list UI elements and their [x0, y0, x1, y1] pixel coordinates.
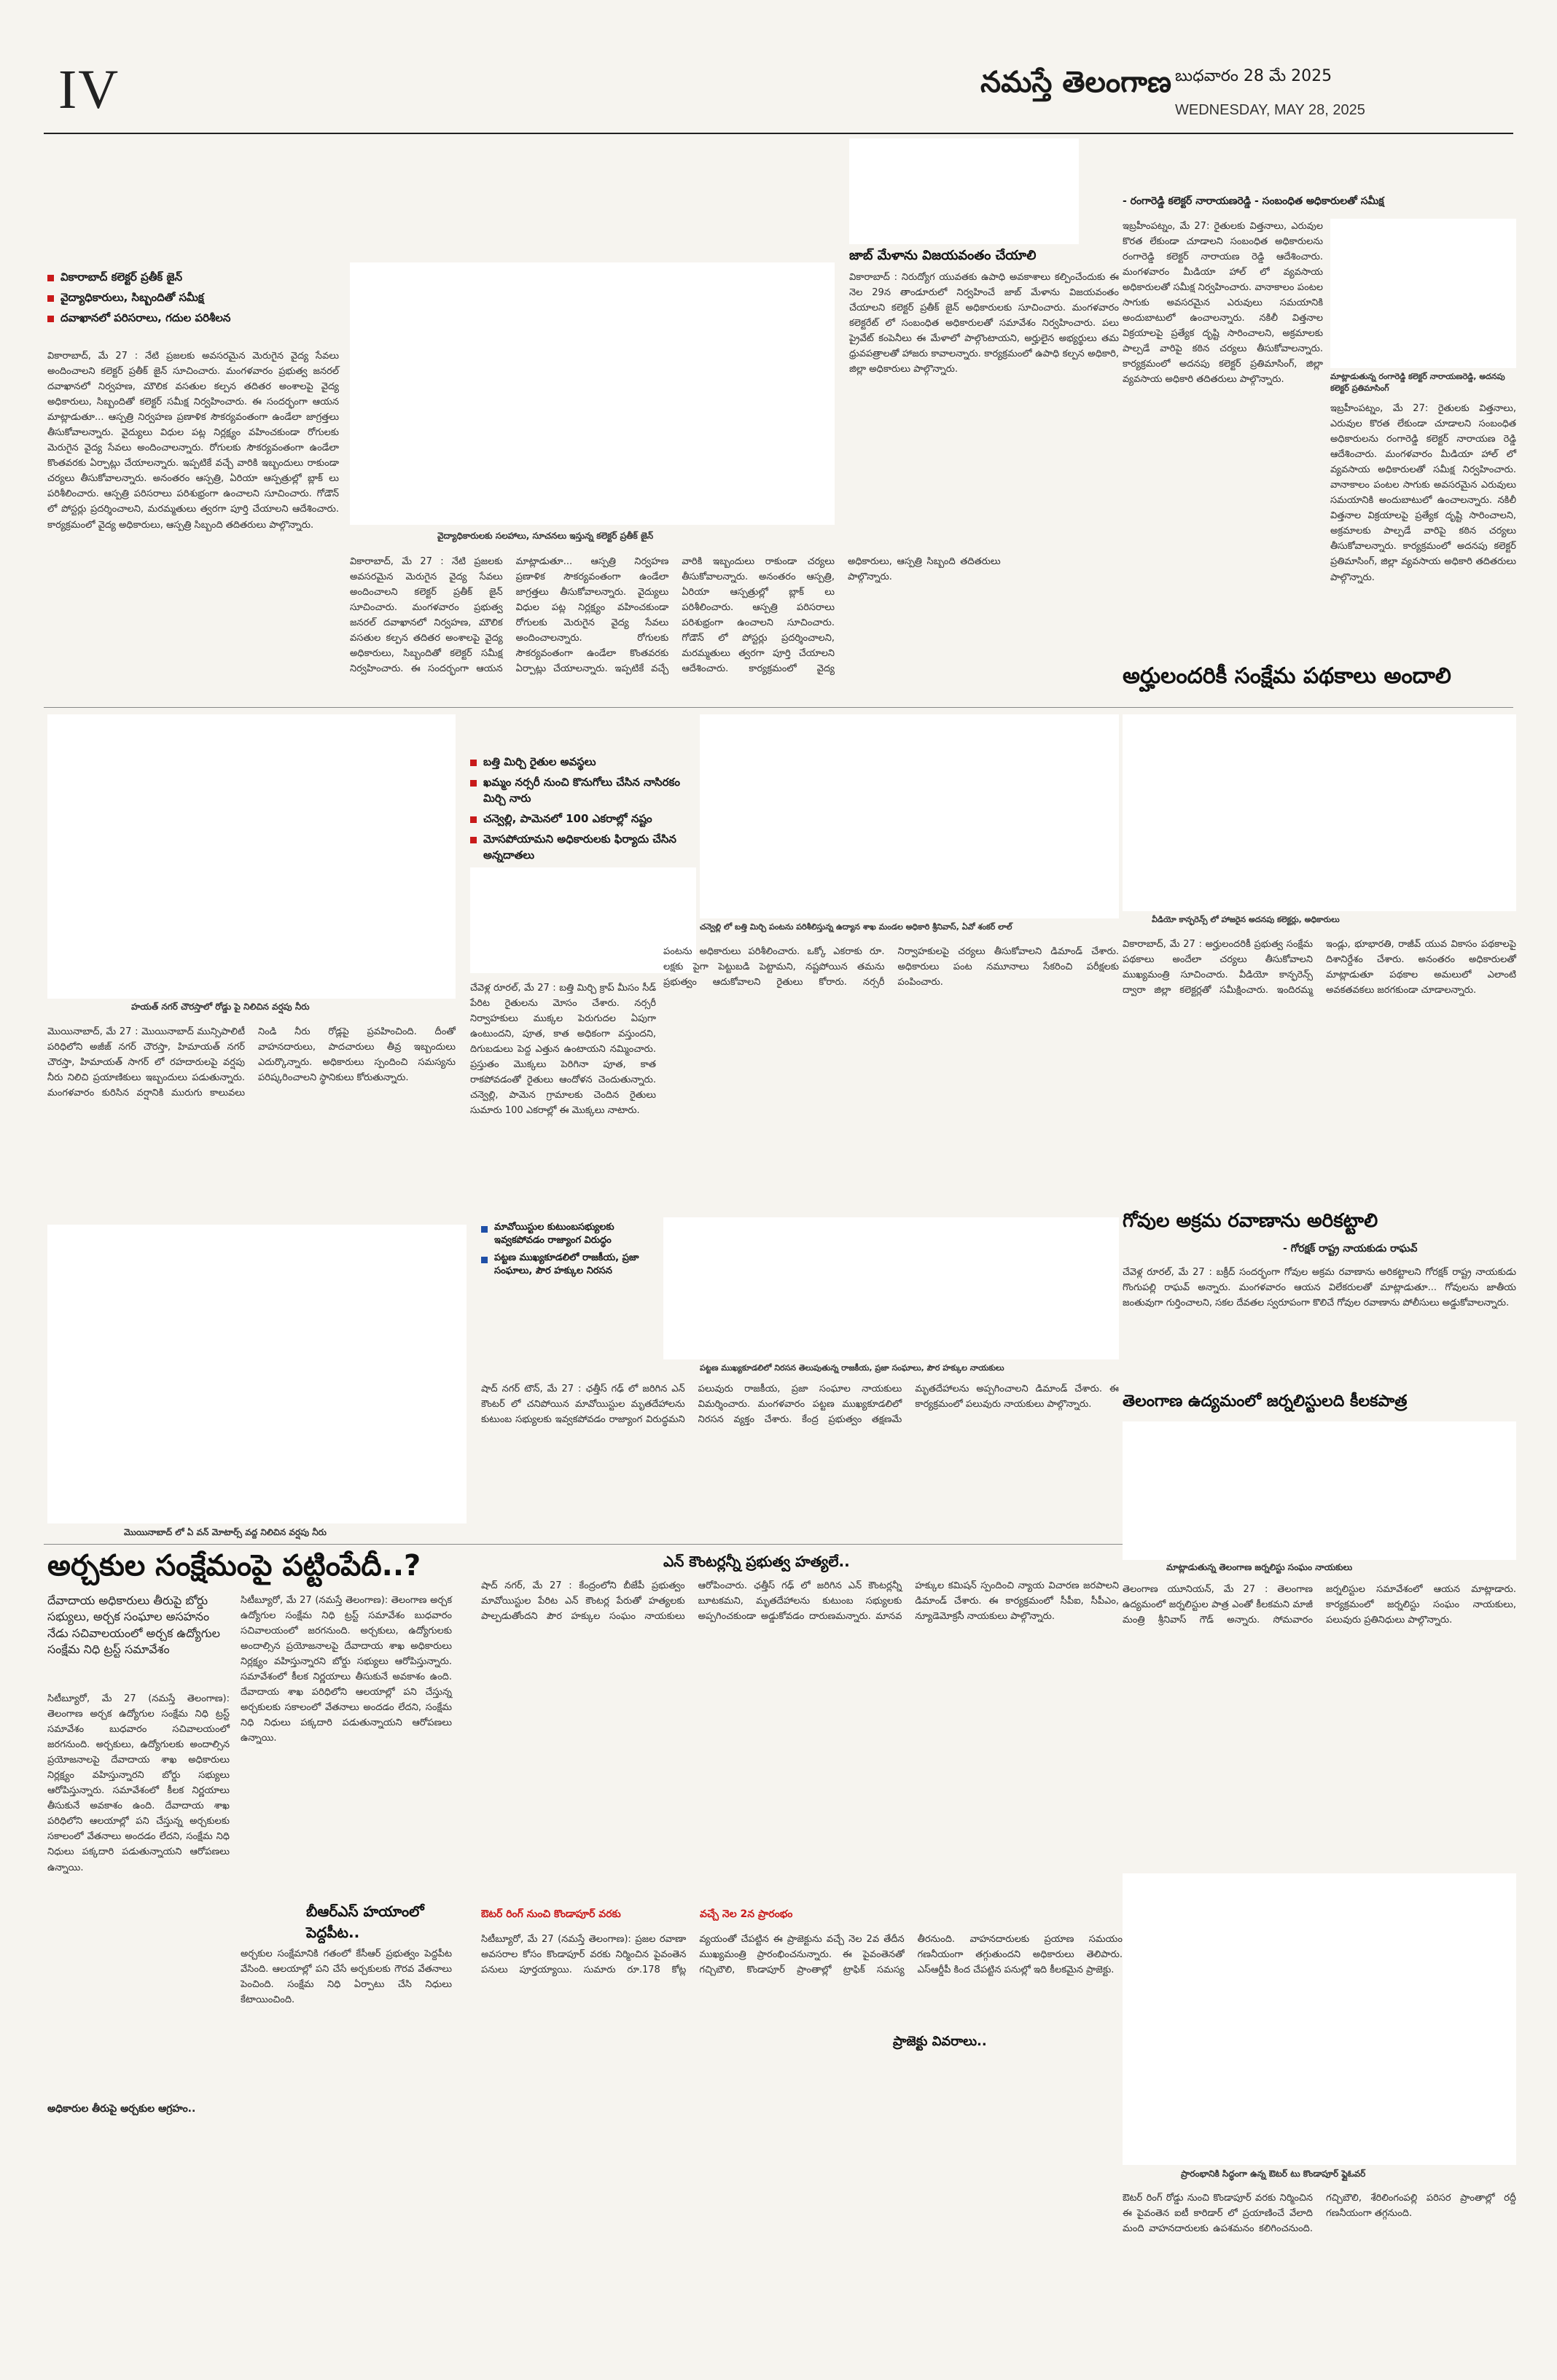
job-mela-headline: జాబ్ మేళాను విజయవంతం చేయాలి — [849, 248, 1037, 263]
mirchi-small-photo — [470, 867, 696, 973]
protest-photo — [663, 1217, 1119, 1359]
mirchi-field-photo-placeholder — [700, 714, 1119, 918]
date-english: WEDNESDAY, MAY 28, 2025 — [1175, 102, 1365, 118]
rangareddy-body-left: ఇబ్రహీంపట్నం, మే 27: రైతులకు విత్తనాలు, ఎరువుల కొరత లేకుండా చూడాలని సంబంధిత అధికారులను రంగారెడ్డి కలెక్టర్ నారాయణ రెడ్డి ఆదేశించారు. మంగళవారం మీడియా హాల్ లో వ్యవసాయ అధికారులతో సమీక్ష నిర్వహించారు. వానాకాలం పంటల సాగుకు అవసరమైన ఎరువులు సమయానికి అందుబాటులో ఉంచాలన్నారు. నకిలీ విత్తనాల విక్రయాలపై ప్రత్యేక దృష్టి సారించాలని, అక్రమాలకు పాల్పడే వారిపై కఠిన చర్యలు తీసుకోవాలన్నారు. కార్యక్రమంలో అదనపు కలెక్టర్ ప్రతిమాసింగ్, జిల్లా వ్యవసాయ అధికారి తదితరులు పాల్గొన్నారు. — [1123, 221, 1323, 386]
video-conference-photo — [1123, 714, 1516, 911]
flyover-kicker-right: వచ్చే నెల 2న ప్రారంభం — [700, 1908, 793, 1920]
video-conference-body: వికారాబాద్, మే 27 : అర్హులందరికీ ప్రభుత్వ సంక్షేమ పథకాలు అందేలా చర్యలు తీసుకోవాలని ముఖ్యమంత్రి సూచించారు. వీడియో కాన్ఫరెన్స్ ద్వారా జిల్లా కలెక్టర్లతో సమీక్షించారు. ఇందిరమ్మ ఇండ్లు, భూభారతి, రాజీవ్ యువ వికాసం పథకాలపై దిశానిర్దేశం చేశారు. అనంతరం అధికారులతో మాట్లాడుతూ పథకాల అమలులో ఎలాంటి అవకతవకలు జరగకుండా చూడాలన్నారు. — [1123, 939, 1516, 996]
archaka-subheadline: దేవాదాయ అధికారులు తీరుపై బోర్డు సభ్యులు, అర్చక సంఘాల అసహనం నేడు సచివాలయంలో అర్చక ఉద్యోగుల సంక్షేమ నిధి ట్రస్ట్ సమావేశం — [47, 1593, 220, 1657]
mirchi-caption: చన్వెల్లి లో బత్తి మిర్చి పంటను పరిశీలిస్తున్న ఉద్యాన శాఖ మండల అధికారి శ్రీనివాస్, ఏవో శంకర్ లాల్ — [700, 922, 1012, 932]
cattle-byline: - గోరక్షక్ రాష్ట్ర నాయకుడు రాఘవ్ — [1283, 1243, 1418, 1255]
bullet-item: మోసపోయామని అధికారులకు ఫిర్యాదు చేసిన అన్నదాతలు — [470, 832, 696, 865]
vikarabad-bullets — [47, 266, 339, 332]
cattle-body: చేవెళ్ల రూరల్, మే 27 : బక్రీద్ సందర్భంగా గోవుల అక్రమ రవాణాను అరికట్టాలని గోరక్షక్ రాష్ట్ర నాయకుడు గొంగుపల్లి రాఘవ్ అన్నారు. మంగళవారం ఆయన విలేకరులతో మాట్లాడుతూ... గోవులను జాతీయ జంతువుగా గుర్తించాలని, సకల దేవతల స్వరూపంగా కొలిచే గోవుల రవాణాను పోలీసులు అడ్డుకోవాలన్నారు. — [1123, 1267, 1516, 1309]
video-conference-caption: వీడియో కాన్ఫరెన్స్ లో హాజరైన అదనపు కలెక్టర్లు, అధికారులు — [1152, 915, 1340, 924]
journalist-photo — [1123, 1421, 1516, 1560]
flyover-photo — [1123, 1873, 1516, 2165]
hospital-inspection-photo — [350, 262, 835, 525]
video-conference-photo-placeholder — [1123, 714, 1516, 911]
archaka-headline: అర్చకుల సంక్షేమంపై పట్టింపేదీ..? — [47, 1549, 421, 1583]
bullet-item: బత్తి మిర్చి రైతుల అవస్థలు — [470, 755, 696, 771]
flyover-kicker-left: ఔటర్ రింగ్ నుంచి కొండాపూర్ వరకు — [481, 1908, 621, 1920]
hospital-photo-placeholder — [350, 262, 835, 525]
flyover-photo-placeholder — [1123, 1873, 1516, 2165]
rangareddy-photo — [1330, 219, 1516, 368]
rangareddy-photo-placeholder — [1330, 219, 1516, 368]
archaka-body-left: సిటీబ్యూరో, మే 27 (నమస్తే తెలంగాణ): తెలంగాణ అర్చక ఉద్యోగుల సంక్షేమ నిధి ట్రస్ట్ సమావేశం బుధవారం సచివాలయంలో జరగనుంది. అర్చకులు, ఉద్యోగులకు అందాల్సిన ప్రయోజనాలపై దేవాదాయ శాఖ అధికారులు నిర్లక్ష్యం వహిస్తున్నారని బోర్డు సభ్యులు ఆరోపిస్తున్నారు. సమావేశంలో కీలక నిర్ణయాలు తీసుకునే అవకాశం ఉంది. దేవాదాయ శాఖ పరిధిలోని ఆలయాల్లో పని చేస్తున్న అర్చకులకు సకాలంలో వేతనాలు అందడం లేదని, సంక్షేమ నిధి నిధులు పక్కదారి పడుతున్నాయని ఆరోపణలు ఉన్నాయి. — [47, 1693, 230, 1873]
protest-caption: పట్టణ ముఖ్యకూడలిలో నిరసన తెలుపుతున్న రాజకీయ, ప్రజా సంఘాలు, పౌర హక్కుల నాయకులు — [700, 1363, 1004, 1373]
vikarabad-body-cont: వికారాబాద్, మే 27 : నేటి ప్రజలకు అవసరమైన మెరుగైన వైద్య సేవలు అందించాలని కలెక్టర్ ప్రతీక్ జైన్ సూచించారు. మంగళవారం ప్రభుత్వ జనరల్ దవాఖానలో నిర్వహణ, మౌలిక వసతుల కల్పన తదితర అంశాలపై వైద్య అధికారులు, సిబ్బందితో కలెక్టర్ సమీక్ష నిర్వహించారు. ఈ సందర్భంగా ఆయన మాట్లాడుతూ... ఆస్పత్రి నిర్వహణ ప్రణాళిక సౌకర్యవంతంగా ఉండేలా జాగ్రత్తలు తీసుకోవాలన్నారు. వైద్యులు విధుల పట్ల నిర్లక్ష్యం వహించకుండా రోగులకు మెరుగైన వైద్య సేవలు అందించాలన్నారు. రోగులకు సౌకర్యవంతంగా ఉండేలా కొంతవరకు ఏర్పాట్లు చేయాలన్నారు. ఇప్పటికే వచ్చే వారికి ఇబ్బందులు రాకుండా చర్యలు తీసుకోవాలన్నారు. అనంతరం ఆస్పత్రి, ఏరియా ఆస్పత్రుల్లో బ్లాక్ లు పరిశీలించారు. ఆస్పత్రి పరిసరాలు పరిశుభ్రంగా ఉంచాలని సూచించారు. గోడౌన్ లో పోస్టర్లు ప్రదర్శించాలని, మరమ్మతులు త్వరగా పూర్తి చేయాలని ఆదేశించారు. కార్యక్రమంలో వైద్య అధికారులు, ఆస్పత్రి సిబ్బంది తదితరులు పాల్గొన్నారు. — [350, 556, 1001, 675]
moinabad-photo-placeholder — [47, 1225, 467, 1523]
job-mela-body: వికారాబాద్ : నిరుద్యోగ యువతకు ఉపాధి అవకాశాలు కల్పించేందుకు ఈ నెల 29న తాండూరులో నిర్వహించే జాబ్ మేళాను విజయవంతం చేయాలని కలెక్టర్ ప్రతీక్ జైన్ అధికారులకు సూచించారు. మంగళవారం కలెక్టరేట్ లో సంబంధిత అధికారులతో సమావేశం నిర్వహించారు. పలు ప్రైవేట్ కంపెనీలు ఈ మేళాలో పాల్గొంటాయని, అర్హులైన అభ్యర్థులు తమ ధ్రువపత్రాలతో హాజరు కావాలన్నారు. కార్యక్రమంలో ఉపాధి కల్పన అధికారి, జిల్లా అధికారులు పాల్గొన్నారు. — [849, 272, 1119, 375]
protest-body: షాద్ నగర్ టౌన్, మే 27 : ఛత్తీస్ గఢ్ లో జరిగిన ఎన్ కౌంటర్ లో చనిపోయిన మావోయిస్టుల మృతదేహాలను కుటుంబ సభ్యులకు ఇవ్వకపోవడం రాజ్యాంగ విరుద్ధమని పలువురు రాజకీయ, ప్రజా సంఘాల నాయకులు విమర్శించారు. మంగళవారం పట్టణ ముఖ్యకూడలిలో నిరసన వ్యక్తం చేశారు. కేంద్ర ప్రభుత్వం తక్షణమే మృతదేహాలను అప్పగించాలని డిమాండ్ చేశారు. ఈ కార్యక్రమంలో పలువురు నాయకులు పాల్గొన్నారు. — [481, 1384, 1119, 1426]
row2-divider — [44, 1544, 1123, 1545]
hayathnagar-body: మొయినాబాద్, మే 27 : మొయినాబాద్ మున్సిపాలిటీ పరిధిలోని అజీజ్ నగర్ చౌరస్తా, హిమాయత్ నగర్ చౌరస్తా, హిమాయత్ సాగర్ లో రహదారులపై వర్షపు నీరు నిలిచి ప్రయాణికులు ఇబ్బందులు పడుతున్నారు. మంగళవారం కురిసిన వర్షానికి మురుగు కాలువలు నిండి నీరు రోడ్లపై ప్రవహించింది. దీంతో వాహనదారులు, పాదచారులు తీవ్ర ఇబ్బందులు ఎదుర్కొన్నారు. అధికారులు స్పందించి సమస్యను పరిష్కరించాలని స్థానికులు కోరుతున్నారు. — [47, 1026, 456, 1099]
bullet-item: ఖమ్మం నర్సరీ నుంచి కొనుగోలు చేసిన నాసిరకం మిర్చి నారు — [470, 776, 696, 808]
moinabad-caption: మొయినాబాద్ లో ఏ వన్ మోటార్స్ వద్ద నిలిచిన వర్షపు నీరు — [124, 1527, 327, 1537]
bullet-item: చన్వెల్లి, పామెనలో 100 ఎకరాల్లో నష్టం — [470, 812, 696, 828]
hayathnagar-photo — [47, 714, 456, 999]
journalist-body: తెలంగాణ యూనియన్, మే 27 : తెలంగాణ ఉద్యమంలో జర్నలిస్టుల పాత్ర ఎంతో కీలకమని మాజీ మంత్రి శ్రీనివాస్ గౌడ్ అన్నారు. సోమవారం జర్నలిస్టుల సమావేశంలో ఆయన మాట్లాడారు. కార్యక్రమంలో జర్నలిస్టు సంఘం నాయకులు, పలువురు ప్రతినిధులు పాల్గొన్నారు. — [1123, 1584, 1516, 1626]
bullet-item: పట్టణ ముఖ్యకూడలిలో రాజకీయ, ప్రజా సంఘాలు, పౌర హక్కుల నిరసన — [481, 1252, 649, 1279]
bullet-item: వికారాబాద్ కలెక్టర్ ప్రతీక్ జైన్ — [47, 270, 339, 286]
bullet-item: వైద్యాధికారులు, సిబ్బందితో సమీక్ష — [47, 291, 339, 307]
rangareddy-body-right: ఇబ్రహీంపట్నం, మే 27: రైతులకు విత్తనాలు, ఎరువుల కొరత లేకుండా చూడాలని సంబంధిత అధికారులను రంగారెడ్డి కలెక్టర్ నారాయణ రెడ్డి ఆదేశించారు. మంగళవారం మీడియా హాల్ లో వ్యవసాయ అధికారులతో సమీక్ష నిర్వహించారు. వానాకాలం పంటల సాగుకు అవసరమైన ఎరువులు సమయానికి అందుబాటులో ఉంచాలన్నారు. నకిలీ విత్తనాల విక్రయాలపై ప్రత్యేక దృష్టి సారించాలని, అక్రమాలకు పాల్పడే వారిపై కఠిన చర్యలు తీసుకోవాలన్నారు. కార్యక్రమంలో అదనపు కలెక్టర్ ప్రతిమాసింగ్, జిల్లా వ్యవసాయ అధికారి తదితరులు పాల్గొన్నారు. — [1330, 403, 1516, 583]
journalist-headline: తెలంగాణ ఉద్యమంలో జర్నలిస్టులది కీలకపాత్ర — [1123, 1392, 1408, 1411]
mirchi-body-right: పంటను అధికారులు పరిశీలించారు. ఒక్కో ఎకరాకు రూ. లక్షకు పైగా పెట్టుబడి పెట్టామని, నష్టపోయిన తమను ప్రభుత్వం ఆదుకోవాలని రైతులు కోరారు. నర్సరీ నిర్వాహకులపై చర్యలు తీసుకోవాలని డిమాండ్ చేశారు. అధికారులు పంట నమూనాలు సేకరించి పరీక్షలకు పంపించారు. — [663, 946, 1119, 988]
flyover-body: సిటీబ్యూరో, మే 27 (నమస్తే తెలంగాణ): ప్రజల రవాణా అవసరాల కోసం కొండాపూర్ వరకు నిర్మించిన పైవంతెన పనులు పూర్తయ్యాయి. సుమారు రూ.178 కోట్ల వ్యయంతో చేపట్టిన ఈ ప్రాజెక్టును వచ్చే నెల 2వ తేదీన ముఖ్యమంత్రి ప్రారంభించనున్నారు. ఈ పైవంతెనతో గచ్చిబౌలి, కొండాపూర్ ప్రాంతాల్లో ట్రాఫిక్ సమస్య తీరనుంది. వాహనదారులకు ప్రయాణ సమయం గణనీయంగా తగ్గుతుందని అధికారులు తెలిపారు. ఎస్ఆర్డీపీ కింద చేపట్టిన పనుల్లో ఇది కీలకమైన ప్రాజెక్టు. — [481, 1934, 1123, 1976]
rangareddy-caption: మాట్లాడుతున్న రంగారెడ్డి కలెక్టర్ నారాయణరెడ్డి, అదనపు కలెక్టర్ ప్రతిమాసింగ్ — [1330, 372, 1505, 393]
bullet-item: మావోయిస్టుల కుటుంబసభ్యులకు ఇవ్వకపోవడం రాజ్యాంగ విరుద్ధం — [481, 1222, 649, 1248]
protest-bullets — [481, 1217, 649, 1283]
encounter-headline: ఎన్ కౌంటర్లన్నీ ప్రభుత్వ హత్యలే.. — [663, 1553, 850, 1570]
newspaper-name: నమస్తే తెలంగాణ — [980, 66, 1172, 99]
mirchi-small-photo-placeholder — [470, 867, 696, 973]
job-mela-photo — [849, 138, 1079, 244]
flyover-subhead: ప్రాజెక్టు వివరాలు.. — [893, 2034, 987, 2049]
journalist-photo-placeholder — [1123, 1421, 1516, 1560]
moinabad-photo — [47, 1225, 467, 1523]
archaka-side-body: అర్చకుల సంక్షేమానికి గతంలో కేసీఆర్ ప్రభుత్వం పెద్దపీట వేసింది. ఆలయాల్లో పని చేసే అర్చకులకు గౌరవ వేతనాలు పెంచింది. సంక్షేమ నిధి ఏర్పాటు చేసి నిధులు కేటాయించింది. — [241, 1948, 452, 2006]
flyover-caption-body: ఔటర్ రింగ్ రోడ్డు నుంచి కొండాపూర్ వరకు నిర్మించిన ఈ పైవంతెన ఐటీ కారిడార్ లో ప్రయాణించే వేలాది మంది వాహనదారులకు ఉపశమనం కలిగించనుంది. గచ్చిబౌలి, శేరిలింగంపల్లి పరిసర ప్రాంతాల్లో రద్దీ గణనీయంగా తగ్గనుంది. — [1123, 2193, 1516, 2235]
rangareddy-headline: అర్హులందరికీ సంక్షేమ పథకాలు అందాలి — [1123, 663, 1451, 689]
journalist-caption: మాట్లాడుతున్న తెలంగాణ జర్నలిస్టు సంఘం నాయకులు — [1166, 1562, 1353, 1572]
mirchi-body-left: చేవెళ్ల రూరల్, మే 27 : బత్తి మిర్చి క్రాప్ మీసం సీడ్ పేరిట రైతులను మోసం చేశారు. నర్సరీ నిర్వాహకులు ముక్కల పెరుగుదల ఏపుగా ఉంటుందని, పూత, కాత అధికంగా వస్తుందని, దిగుబడులు పెద్ద ఎత్తున ఉంటాయని నమ్మించారు. ప్రస్తుతం మొక్కలు పెరిగినా పూత, కాత రాకపోవడంతో రైతులు ఆందోళన చెందుతున్నారు. చన్వెల్లి, పామెన గ్రామాలకు చెందిన రైతులు సుమారు 100 ఎకరాల్లో ఈ మొక్కలు నాటారు. — [470, 983, 656, 1117]
archaka-subhead: అధికారుల తీరుపై అర్చకుల ఆగ్రహం.. — [47, 2103, 196, 2115]
cattle-headline: గోవుల అక్రమ రవాణాను అరికట్టాలి — [1123, 1210, 1378, 1232]
page-number: IV — [58, 59, 120, 120]
hayathnagar-caption: హయత్ నగర్ చౌరస్తాలో రోడ్డు పై నిలిచిన వర్షపు నీరు — [131, 1002, 310, 1012]
job-mela-photo-placeholder — [849, 138, 1079, 244]
date-telugu: బుధవారం 28 మే 2025 — [1175, 67, 1332, 85]
encounter-body: షాద్ నగర్, మే 27 : కేంద్రంలోని బీజేపీ ప్రభుత్వం మావోయిస్టుల పేరిట ఎన్ కౌంటర్ల పేరుతో హత్యలకు పాల్పడుతోందని పౌర హక్కుల సంఘం నాయకులు ఆరోపించారు. ఛత్తీస్ గఢ్ లో జరిగిన ఎన్ కౌంటర్లన్నీ బూటకమని, మృతదేహాలను కుటుంబ సభ్యులకు అప్పగించకుండా అడ్డుకోవడం దారుణమన్నారు. మానవ హక్కుల కమిషన్ స్పందించి న్యాయ విచారణ జరపాలని డిమాండ్ చేశారు. ఈ కార్యక్రమంలో సీపీఐ, సీపీఎం, న్యూడెమోక్రసీ నాయకులు పాల్గొన్నారు. — [481, 1580, 1119, 1623]
masthead-rule — [44, 133, 1513, 134]
hayathnagar-photo-placeholder — [47, 714, 456, 999]
mirchi-field-photo — [700, 714, 1119, 918]
bullet-item: దవాఖానలో పరిసరాలు, గదుల పరిశీలన — [47, 311, 339, 327]
protest-photo-placeholder — [663, 1217, 1119, 1359]
mirchi-bullets — [470, 751, 696, 869]
archaka-body-right: సిటీబ్యూరో, మే 27 (నమస్తే తెలంగాణ): తెలంగాణ అర్చక ఉద్యోగుల సంక్షేమ నిధి ట్రస్ట్ సమావేశం బుధవారం సచివాలయంలో జరగనుంది. అర్చకులు, ఉద్యోగులకు అందాల్సిన ప్రయోజనాలపై దేవాదాయ శాఖ అధికారులు నిర్లక్ష్యం వహిస్తున్నారని బోర్డు సభ్యులు ఆరోపిస్తున్నారు. సమావేశంలో కీలక నిర్ణయాలు తీసుకునే అవకాశం ఉంది. దేవాదాయ శాఖ పరిధిలోని ఆలయాల్లో పని చేస్తున్న అర్చకులకు సకాలంలో వేతనాలు అందడం లేదని, సంక్షేమ నిధి నిధులు పక్కదారి పడుతున్నాయని ఆరోపణలు ఉన్నాయి. — [241, 1595, 452, 1744]
vikarabad-body: వికారాబాద్, మే 27 : నేటి ప్రజలకు అవసరమైన మెరుగైన వైద్య సేవలు అందించాలని కలెక్టర్ ప్రతీక్ జైన్ సూచించారు. మంగళవారం ప్రభుత్వ జనరల్ దవాఖానలో నిర్వహణ, మౌలిక వసతుల కల్పన తదితర అంశాలపై వైద్య అధికారులు, సిబ్బందితో కలెక్టర్ సమీక్ష నిర్వహించారు. ఈ సందర్భంగా ఆయన మాట్లాడుతూ... ఆస్పత్రి నిర్వహణ ప్రణాళిక సౌకర్యవంతంగా ఉండేలా జాగ్రత్తలు తీసుకోవాలన్నారు. వైద్యులు విధుల పట్ల నిర్లక్ష్యం వహించకుండా రోగులకు మెరుగైన వైద్య సేవలు అందించాలన్నారు. రోగులకు సౌకర్యవంతంగా ఉండేలా కొంతవరకు ఏర్పాట్లు చేయాలన్నారు. ఇప్పటికే వచ్చే వారికి ఇబ్బందులు రాకుండా చర్యలు తీసుకోవాలన్నారు. అనంతరం ఆస్పత్రి, ఏరియా ఆస్పత్రుల్లో బ్లాక్ లు పరిశీలించారు. ఆస్పత్రి పరిసరాలు పరిశుభ్రంగా ఉంచాలని సూచించారు. గోడౌన్ లో పోస్టర్లు ప్రదర్శించాలని, మరమ్మతులు త్వరగా పూర్తి చేయాలని ఆదేశించారు. కార్యక్రమంలో వైద్య అధికారులు, ఆస్పత్రి సిబ్బంది తదితరులు పాల్గొన్నారు. — [47, 351, 339, 531]
archaka-side-title: బీఆర్ఎస్ హయాంలో పెద్దపీట.. — [306, 1903, 424, 1941]
rangareddy-kicker: - రంగారెడ్డి కలెక్టర్ నారాయణరెడ్డి - సంబంధిత అధికారులతో సమీక్ష — [1123, 195, 1384, 207]
row1-divider — [44, 707, 1513, 708]
flyover-caption: ప్రారంభానికి సిద్ధంగా ఉన్న ఔటర్ టు కొండాపూర్ ఫ్లైఓవర్ — [1181, 2169, 1366, 2179]
hospital-photo-caption: వైద్యాధికారులకు సలహాలు, సూచనలు ఇస్తున్న కలెక్టర్ ప్రతీక్ జైన్ — [437, 531, 654, 541]
